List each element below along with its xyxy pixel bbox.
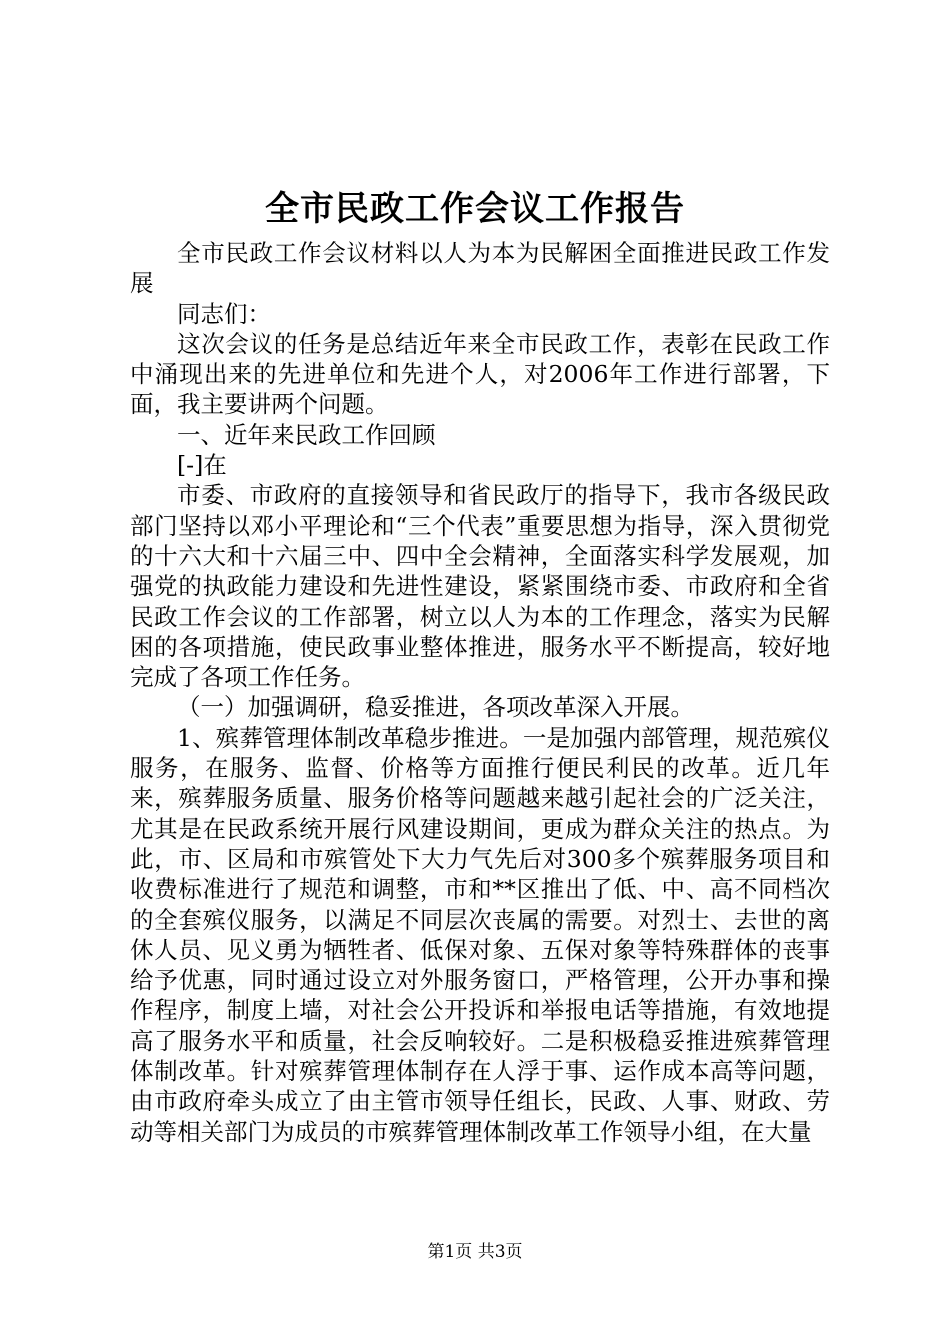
document-body xyxy=(130,238,830,1147)
subtitle-paragraph: 全市民政工作会议材料以人为本为民解困全面推进民政工作发展 xyxy=(130,239,830,298)
subsection-heading: （一）加强调研，稳妥推进，各项改革深入开展。 xyxy=(177,693,694,722)
funeral-reform-paragraph: 1、殡葬管理体制改革稳步推进。一是加强内部管理，规范殡仪服务，在服务、监督、价格等方面推行便民利民的改革。近几年来，殡葬服务质量、服务价格等问题越来越引起社会的广泛关注，尤其是在民政系统开展行风建设期间，更成为群众关注的热点。为此，市、区局和市殡管处下大力气先后对300多个殡葬服务项目和收费标准进行了规范和调整，市和**区推出了低、中、高不同档次的全套殡仪服务，以满足不同层次丧属的需要。对烈士、去世的离休人员、见义勇为牺牲者、低保对象、五保对象等特殊群体的丧事给予优惠，同时通过设立对外服务窗口，严格管理，公开办事和操作程序，制度上墙，对社会公开投诉和举报电话等措施，有效地提高了服务水平和质量，社会反响较好。二是积极稳妥推进殡葬管理体制改革。针对殡葬管理体制存在人浮于事、运作成本高等问题，由市政府牵头成立了由主管市领导任组长，民政、人事、财政、劳动等相关部门为成员的市殡葬管理体制改革工作领导小组，在大量 xyxy=(130,723,830,1146)
subsection-marker: [-]在 xyxy=(177,451,227,480)
intro-paragraph: 这次会议的任务是总结近年来全市民政工作，表彰在民政工作中涌现出来的先进单位和先进个人，对2006年工作进行部署，下面，我主要讲两个问题。 xyxy=(130,329,830,419)
section-heading: 一、近年来民政工作回顾 xyxy=(177,420,436,449)
overview-paragraph: 市委、市政府的直接领导和省民政厅的指导下，我市各级民政部门坚持以邓小平理论和“三个代表”重要思想为指导，深入贯彻党的十六大和十六届三中、四中全会精神，全面落实科学发展观，加强党的执政能力建设和先进性建设，紧紧围绕市委、市政府和全省民政工作会议的工作部署，树立以人为本的工作理念，落实为民解困的各项措施，使民政事业整体推进，服务水平不断提高，较好地完成了各项工作任务。 xyxy=(130,481,830,692)
page-number-footer: 第1页 共3页 xyxy=(427,1242,523,1262)
salutation-paragraph: 同志们： xyxy=(177,299,271,328)
document-title: 全市民政工作会议工作报告 xyxy=(265,189,685,229)
